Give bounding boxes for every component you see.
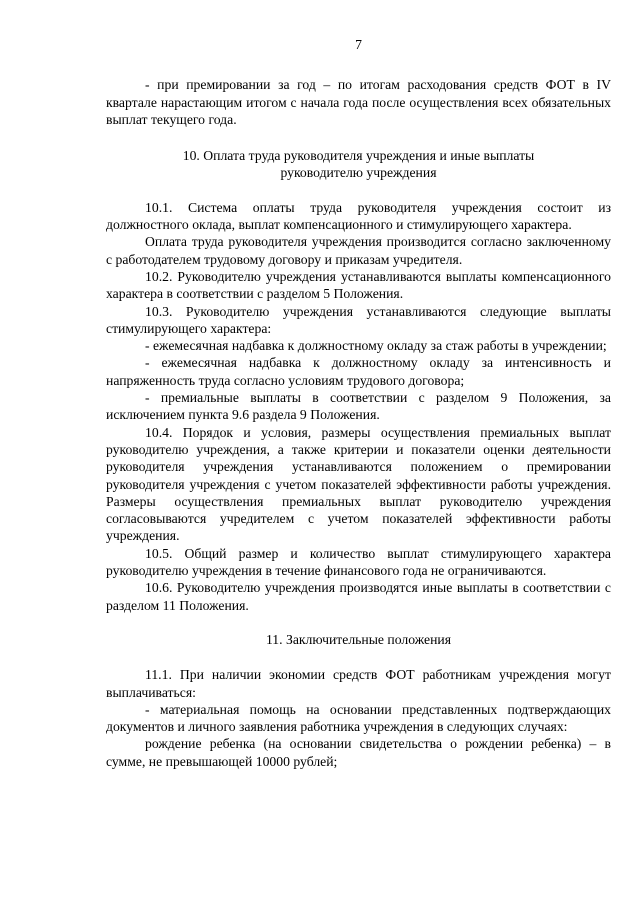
paragraph-annual-bonus: - при премировании за год – по итогам расходования средств ФОТ в IV квартале нарастающим итогом с начала года после осуществления всех обязательных выплат текущего года. <box>106 77 611 127</box>
section-10-heading-line1: 10. Оплата труда руководителя учреждения и иные выплаты <box>182 148 535 164</box>
paragraph-10-6: 10.6. Руководителю учреждения производятся иные выплаты в соответствии с разделом 11 Положения. <box>106 580 611 613</box>
section-10-heading <box>106 147 611 182</box>
paragraph-child-birth: рождение ребенка (на основании свидетельства о рождении ребенка) – в сумме, не превышающей 10000 рублей; <box>106 736 611 769</box>
list-item-intensity: - ежемесячная надбавка к должностному окладу за интенсивность и напряженность труда согласно условиям трудового договора; <box>106 355 611 388</box>
paragraph-11-1: 11.1. При наличии экономии средств ФОТ работникам учреждения могут выплачиваться: <box>106 667 611 700</box>
section-10-heading-line2: руководителю учреждения <box>280 165 437 181</box>
list-item-seniority: - ежемесячная надбавка к должностному окладу за стаж работы в учреждении; <box>145 338 607 354</box>
paragraph-10-5: 10.5. Общий размер и количество выплат стимулирующего характера руководителю учреждения в течение финансового года не ограничиваются. <box>106 545 611 579</box>
paragraph-10-2: 10.2. Руководителю учреждения устанавливаются выплаты компенсационного характера в соответствии с разделом 5 Положения. <box>106 268 611 302</box>
page-number: 7 <box>355 37 362 52</box>
paragraph-10-1-b: Оплата труда руководителя учреждения производится согласно заключенному с работодателем трудовому договору и приказам учредителя. <box>106 234 611 267</box>
document-page <box>106 36 611 770</box>
section-11-heading: 11. Заключительные положения <box>265 631 452 647</box>
list-item-bonus: - премиальные выплаты в соответствии с разделом 9 Положения, за исключением пункта 9.6 раздела 9 Положения. <box>106 390 611 423</box>
paragraph-10-4: 10.4. Порядок и условия, размеры осуществления премиальных выплат руководителю учреждения, а также критерии и показатели оценки деятельности руководителя учреждения устанавливаются положением о премировании руководителя учреждения с учетом показателей эффективности работы учреждения. Размеры осуществления премиальных выплат руководителю учреждения согласовываются учредителем с учетом показателей эффективности работы учреждения. <box>106 424 611 544</box>
paragraph-10-3: 10.3. Руководителю учреждения устанавливаются следующие выплаты стимулирующего характера: <box>106 303 611 336</box>
list-item-material-aid: - материальная помощь на основании представленных подтверждающих документов и личного заявления работника учреждения в следующих случаях: <box>106 701 611 735</box>
paragraph-10-1: 10.1. Система оплаты труда руководителя учреждения состоит из должностного оклада, выплат компенсационного и стимулирующего характера. <box>106 199 611 233</box>
